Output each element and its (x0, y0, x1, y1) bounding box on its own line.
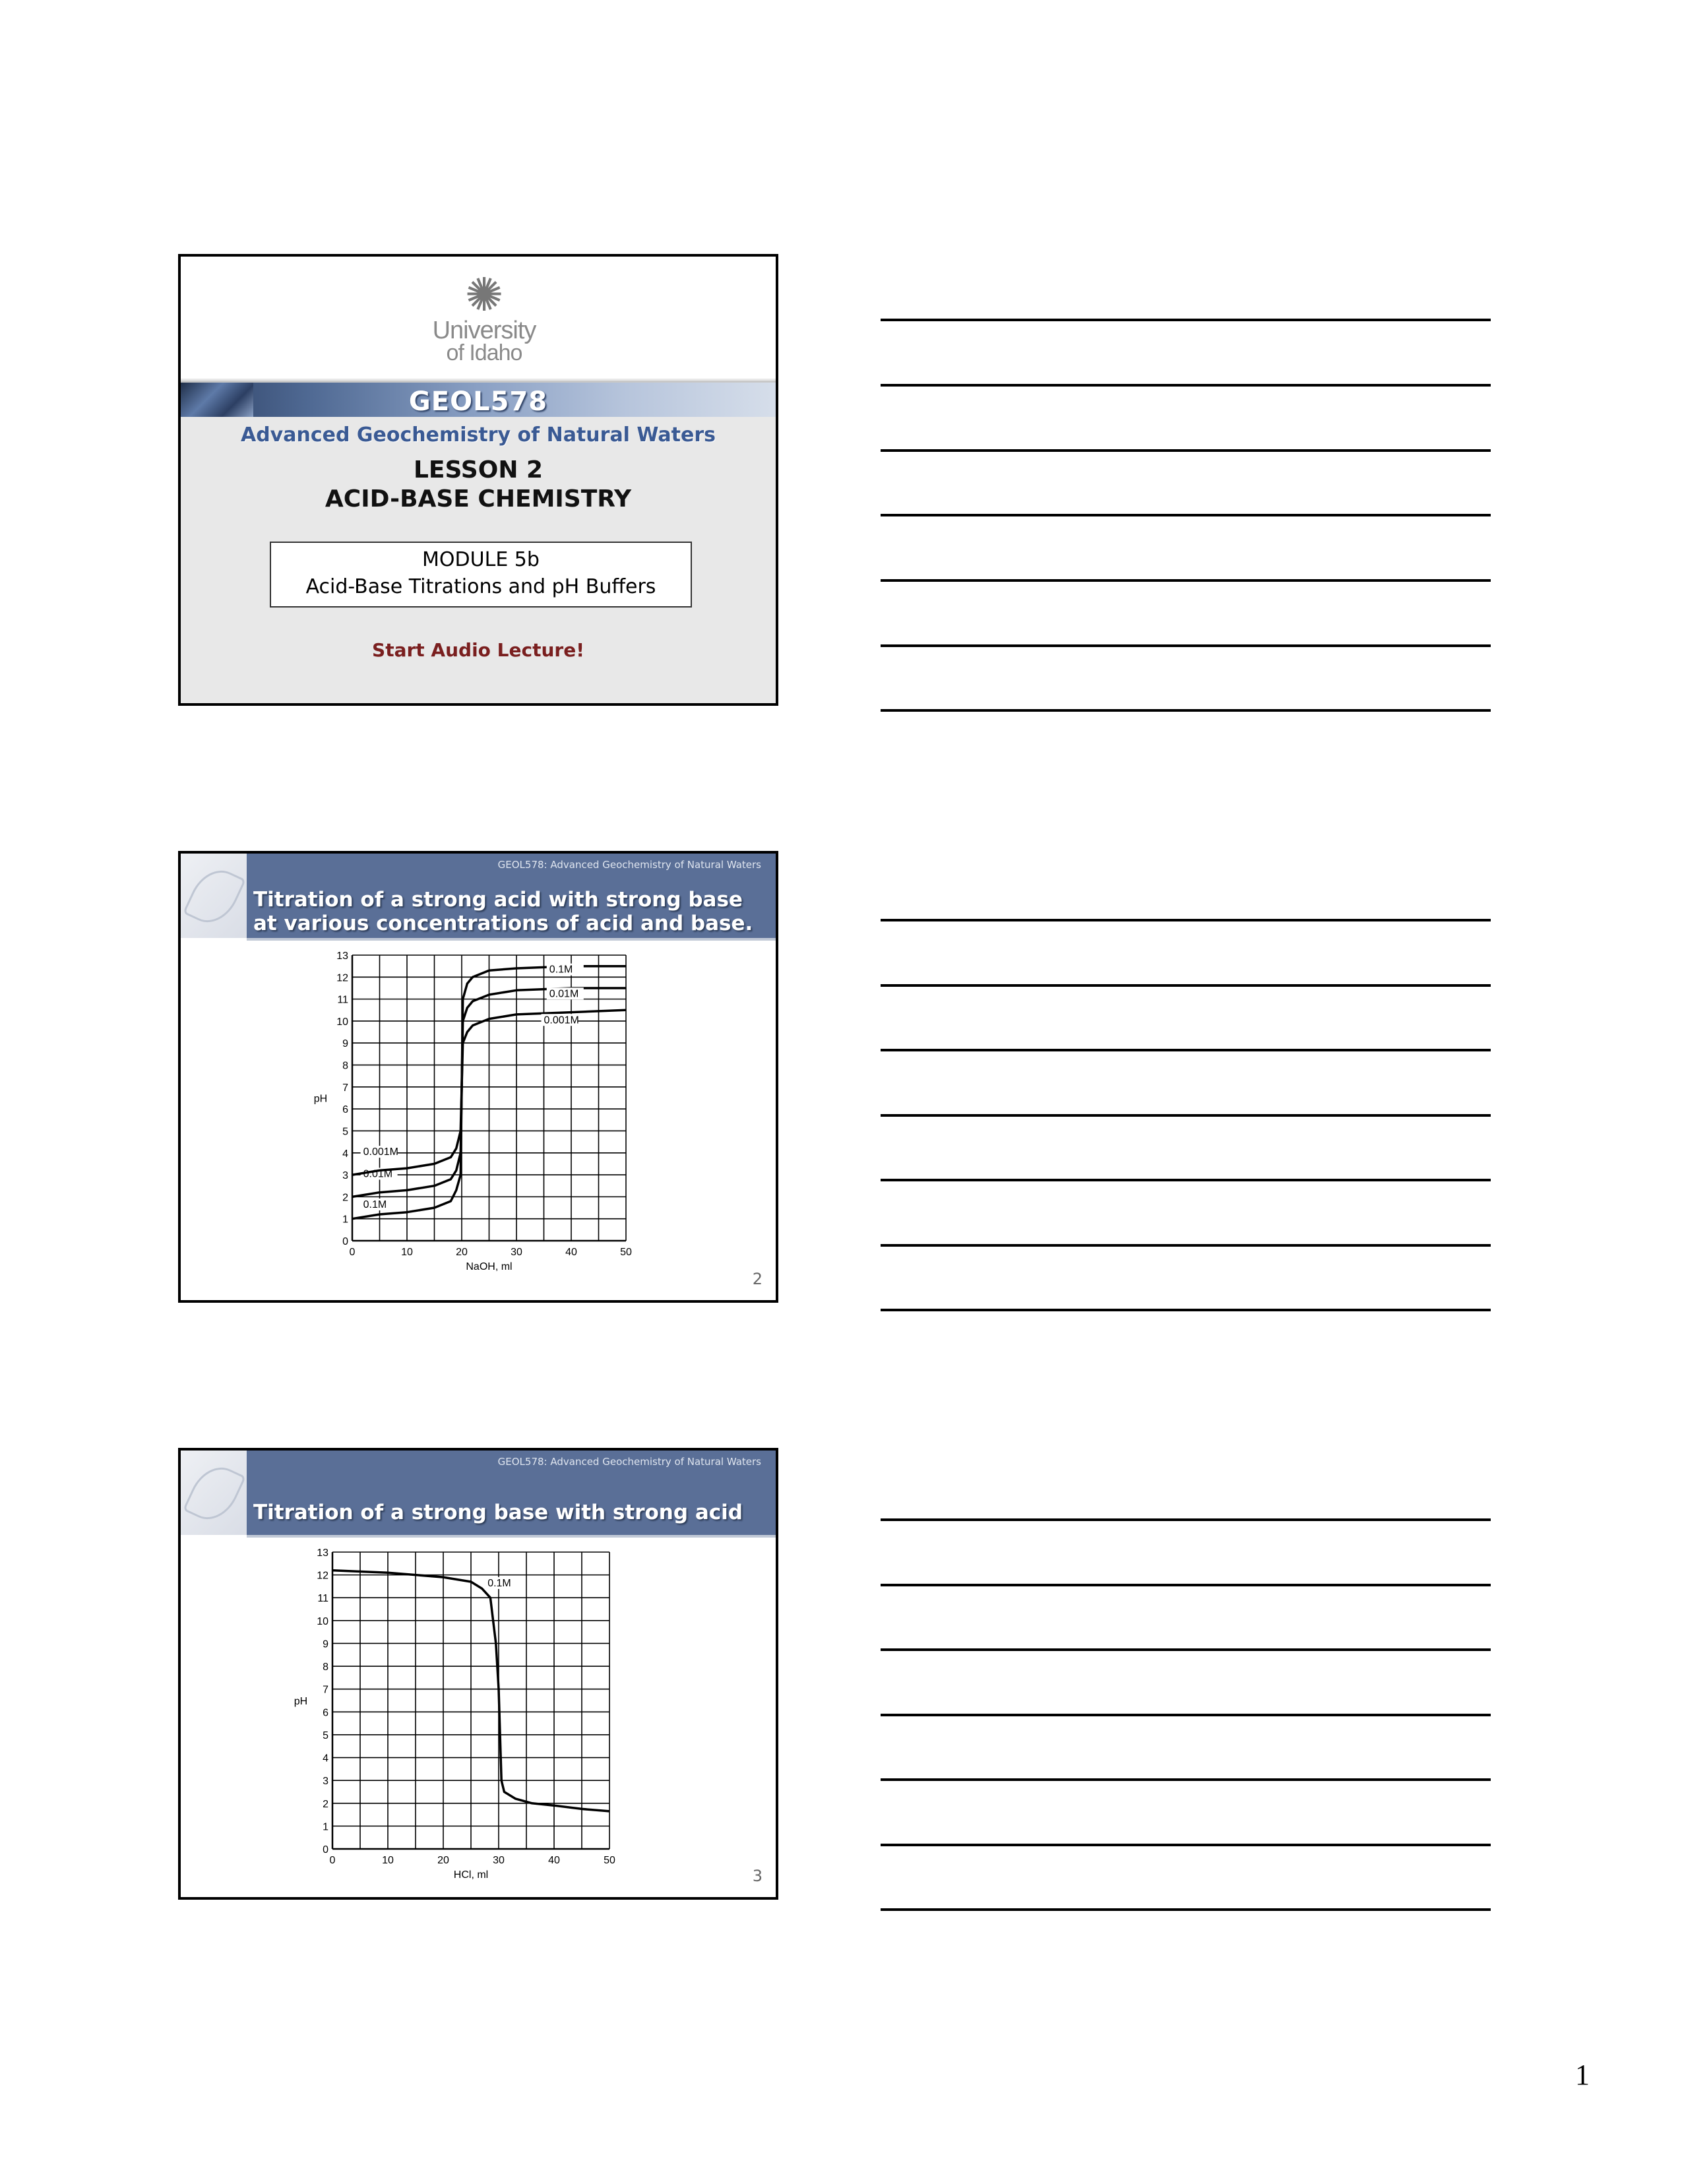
slide-number: 2 (752, 1270, 763, 1288)
logo-text-university: University (432, 317, 536, 344)
note-line (881, 1584, 1491, 1586)
y-tick-label: 3 (342, 1170, 348, 1182)
titration-chart-acid (266, 941, 689, 1300)
x-tick-label: 20 (437, 1855, 449, 1866)
x-axis-label: NaOH, ml (466, 1261, 513, 1272)
y-tick-label: 12 (317, 1570, 328, 1582)
y-tick-label: 13 (336, 951, 348, 962)
note-line (881, 1244, 1491, 1247)
series-label: 0.01M (363, 1168, 393, 1180)
series-label: 0.001M (363, 1146, 398, 1158)
course-title: Advanced Geochemistry of Natural Waters (240, 423, 716, 447)
x-tick-label: 0 (329, 1855, 336, 1866)
university-logo (431, 268, 537, 365)
y-tick-label: 9 (323, 1638, 328, 1650)
series-label: 0.1M (363, 1199, 387, 1211)
leaf-decoration (181, 1451, 247, 1535)
y-axis-label: pH (294, 1696, 308, 1707)
y-tick-label: 7 (342, 1082, 348, 1094)
y-tick-label: 9 (342, 1038, 348, 1050)
x-tick-label: 40 (548, 1855, 560, 1866)
note-line (881, 1518, 1491, 1521)
lesson-number: LESSON 2 (413, 456, 544, 484)
note-line (881, 319, 1491, 321)
y-tick-label: 2 (323, 1798, 328, 1810)
y-tick-label: 5 (342, 1126, 348, 1138)
x-tick-label: 10 (401, 1247, 413, 1258)
sun-burst-icon: ✺ (464, 268, 504, 322)
note-line (881, 644, 1491, 647)
y-tick-label: 4 (323, 1753, 328, 1764)
y-tick-label: 5 (323, 1730, 328, 1741)
y-tick-label: 0 (323, 1844, 328, 1856)
x-tick-label: 40 (565, 1247, 577, 1258)
x-tick-label: 10 (382, 1855, 394, 1866)
note-line (881, 1049, 1491, 1051)
note-line (881, 919, 1491, 921)
y-tick-label: 4 (342, 1148, 348, 1160)
note-line (881, 384, 1491, 387)
note-line (881, 1648, 1491, 1651)
slide-3 (178, 1448, 778, 1900)
slide-title-line1: Titration of a strong acid with strong base (253, 888, 743, 912)
slide-header (181, 1451, 776, 1535)
note-line (881, 1309, 1491, 1311)
note-line (881, 1844, 1491, 1846)
lesson-topic: ACID-BASE CHEMISTRY (325, 485, 632, 513)
slide-title-line1: Titration of a strong base with strong acid (253, 1501, 743, 1524)
y-tick-label: 7 (323, 1684, 328, 1696)
title-bar (247, 854, 776, 941)
slide-title-line2: at various concentrations of acid and base. (253, 912, 753, 935)
leaf-icon (183, 1458, 246, 1528)
y-tick-label: 3 (323, 1776, 328, 1788)
note-line (881, 709, 1491, 712)
note-line (881, 579, 1491, 582)
leaf-icon (183, 861, 246, 931)
module-title: Acid-Base Titrations and pH Buffers (305, 575, 656, 598)
x-tick-label: 0 (349, 1247, 356, 1258)
series-label: 0.001M (544, 1014, 579, 1026)
chart-svg (266, 941, 689, 1300)
y-tick-label: 10 (317, 1615, 328, 1627)
x-axis-label: HCl, ml (453, 1869, 489, 1881)
start-audio-link[interactable]: Start Audio Lecture! (372, 639, 584, 661)
y-tick-label: 6 (342, 1104, 348, 1116)
y-tick-label: 8 (342, 1060, 348, 1072)
slide-2 (178, 851, 778, 1303)
slide-title (253, 1501, 743, 1524)
y-tick-label: 2 (342, 1192, 348, 1204)
y-tick-label: 8 (323, 1662, 328, 1673)
title-bar (247, 1451, 776, 1538)
leaf-decoration (181, 854, 247, 938)
module-box (270, 542, 692, 608)
y-tick-label: 1 (323, 1821, 328, 1833)
note-line (881, 1714, 1491, 1716)
note-line (881, 1778, 1491, 1781)
y-tick-label: 11 (337, 994, 348, 1006)
x-tick-label: 20 (456, 1247, 468, 1258)
chart-svg (247, 1538, 695, 1897)
page-number: 1 (1575, 2059, 1590, 2091)
x-tick-label: 50 (604, 1855, 615, 1866)
y-axis-label: pH (313, 1093, 328, 1105)
course-banner (181, 381, 776, 417)
y-tick-label: 6 (323, 1707, 328, 1719)
y-tick-label: 0 (342, 1236, 348, 1247)
y-tick-label: 11 (317, 1593, 328, 1605)
logo-text-of-idaho: of Idaho (446, 340, 522, 365)
lesson-heading (181, 456, 776, 514)
module-number: MODULE 5b (422, 548, 540, 571)
note-line (881, 1179, 1491, 1181)
x-tick-label: 30 (511, 1247, 522, 1258)
course-code: GEOL578 (408, 387, 548, 417)
note-line (881, 514, 1491, 516)
slide-number: 3 (752, 1867, 763, 1885)
title-slide (178, 254, 778, 706)
slide-title (253, 888, 753, 935)
logo-area (181, 257, 776, 379)
x-tick-label: 50 (620, 1247, 632, 1258)
series-label: 0.01M (549, 988, 579, 1000)
note-line (881, 1908, 1491, 1911)
y-tick-label: 10 (336, 1016, 348, 1028)
course-tag: GEOL578: Advanced Geochemistry of Natural Waters (497, 859, 761, 871)
y-tick-label: 12 (336, 972, 348, 984)
y-tick-label: 13 (317, 1547, 328, 1559)
course-tag: GEOL578: Advanced Geochemistry of Natural Waters (497, 1456, 761, 1468)
note-line (881, 984, 1491, 987)
series-label: 0.1M (549, 964, 573, 976)
x-tick-label: 30 (493, 1855, 505, 1866)
note-line (881, 1114, 1491, 1117)
note-line (881, 449, 1491, 452)
series-label: 0.1M (487, 1577, 511, 1589)
titration-chart-base (247, 1538, 695, 1897)
y-tick-label: 1 (342, 1214, 348, 1226)
slide-header (181, 854, 776, 938)
